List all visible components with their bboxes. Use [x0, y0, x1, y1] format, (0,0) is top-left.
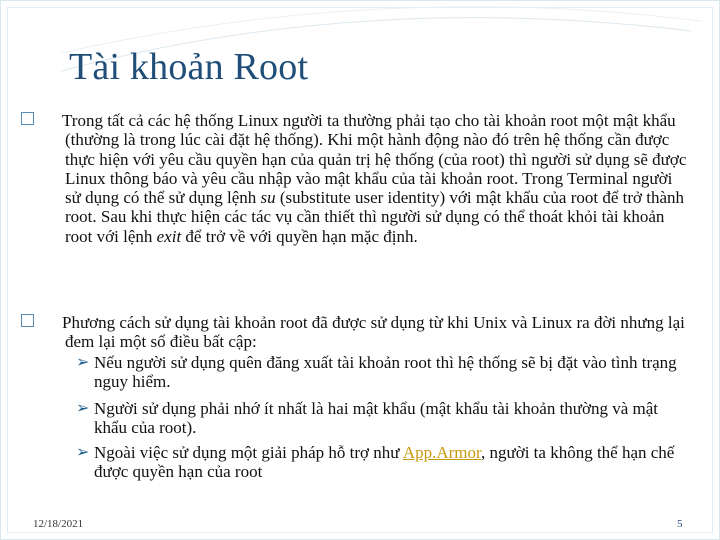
paragraph-text: Trong tất cả các hệ thống Linux người ta thường phải tạo cho tài khoản root một mật khẩu (thường là trong lúc cài đặt hệ thống). Khi một hành động nào đó trên hệ thống cần được thực hiện với yêu cầu quyền hạn của quản trị hệ thống (của root) thì người sử dụng sẽ được Linux thông báo và yêu cầu nhập vào mật khẩu của tài khoản root. Trong Terminal người sử dụng có thể sử dụng lệnh su (substitute user identity) với mật khẩu của root để trở thành root. Sau khi thực hiện các tác vụ cần thiết thì người sử dụng có thể thoát khỏi tài khoản root với lệnh exit để trở về với quyền hạn mặc định.: [62, 111, 687, 246]
footer-date: 12/18/2021: [33, 518, 84, 530]
list-item: [76, 443, 686, 482]
paragraph-root-password: [21, 111, 689, 246]
paragraph-text: Phương cách sử dụng tài khoản root đã được sử dụng từ khi Unix và Linux ra đời nhưng lại đem lại một số điều bất cập:: [62, 313, 685, 352]
arrow-bullet-icon: ➢: [76, 444, 90, 461]
square-bullet-icon: [21, 314, 34, 327]
slide-title: Tài khoản Root: [69, 46, 309, 88]
apparmor-link[interactable]: App.Armor: [402, 443, 481, 462]
list-item-text: Nếu người sử dụng quên đăng xuất tài khoản root thì hệ thống sẽ bị đặt vào tình trạng nguy hiểm.: [94, 353, 677, 392]
list-item: [76, 399, 686, 438]
paragraph-root-usage: [21, 313, 689, 352]
arrow-bullet-icon: ➢: [76, 354, 90, 371]
arrow-bullet-icon: ➢: [76, 400, 90, 417]
list-item-text: Ngoài việc sử dụng một giải pháp hỗ trợ như App.Armor, người ta không thể hạn chế được quyền hạn của root: [94, 443, 675, 482]
square-bullet-icon: [21, 112, 34, 125]
page-number: 5: [677, 518, 683, 530]
list-item-text: Người sử dụng phải nhớ ít nhất là hai mật khẩu (mật khẩu tài khoản thường và mật khẩu của root).: [94, 399, 659, 438]
list-item: [76, 353, 686, 392]
